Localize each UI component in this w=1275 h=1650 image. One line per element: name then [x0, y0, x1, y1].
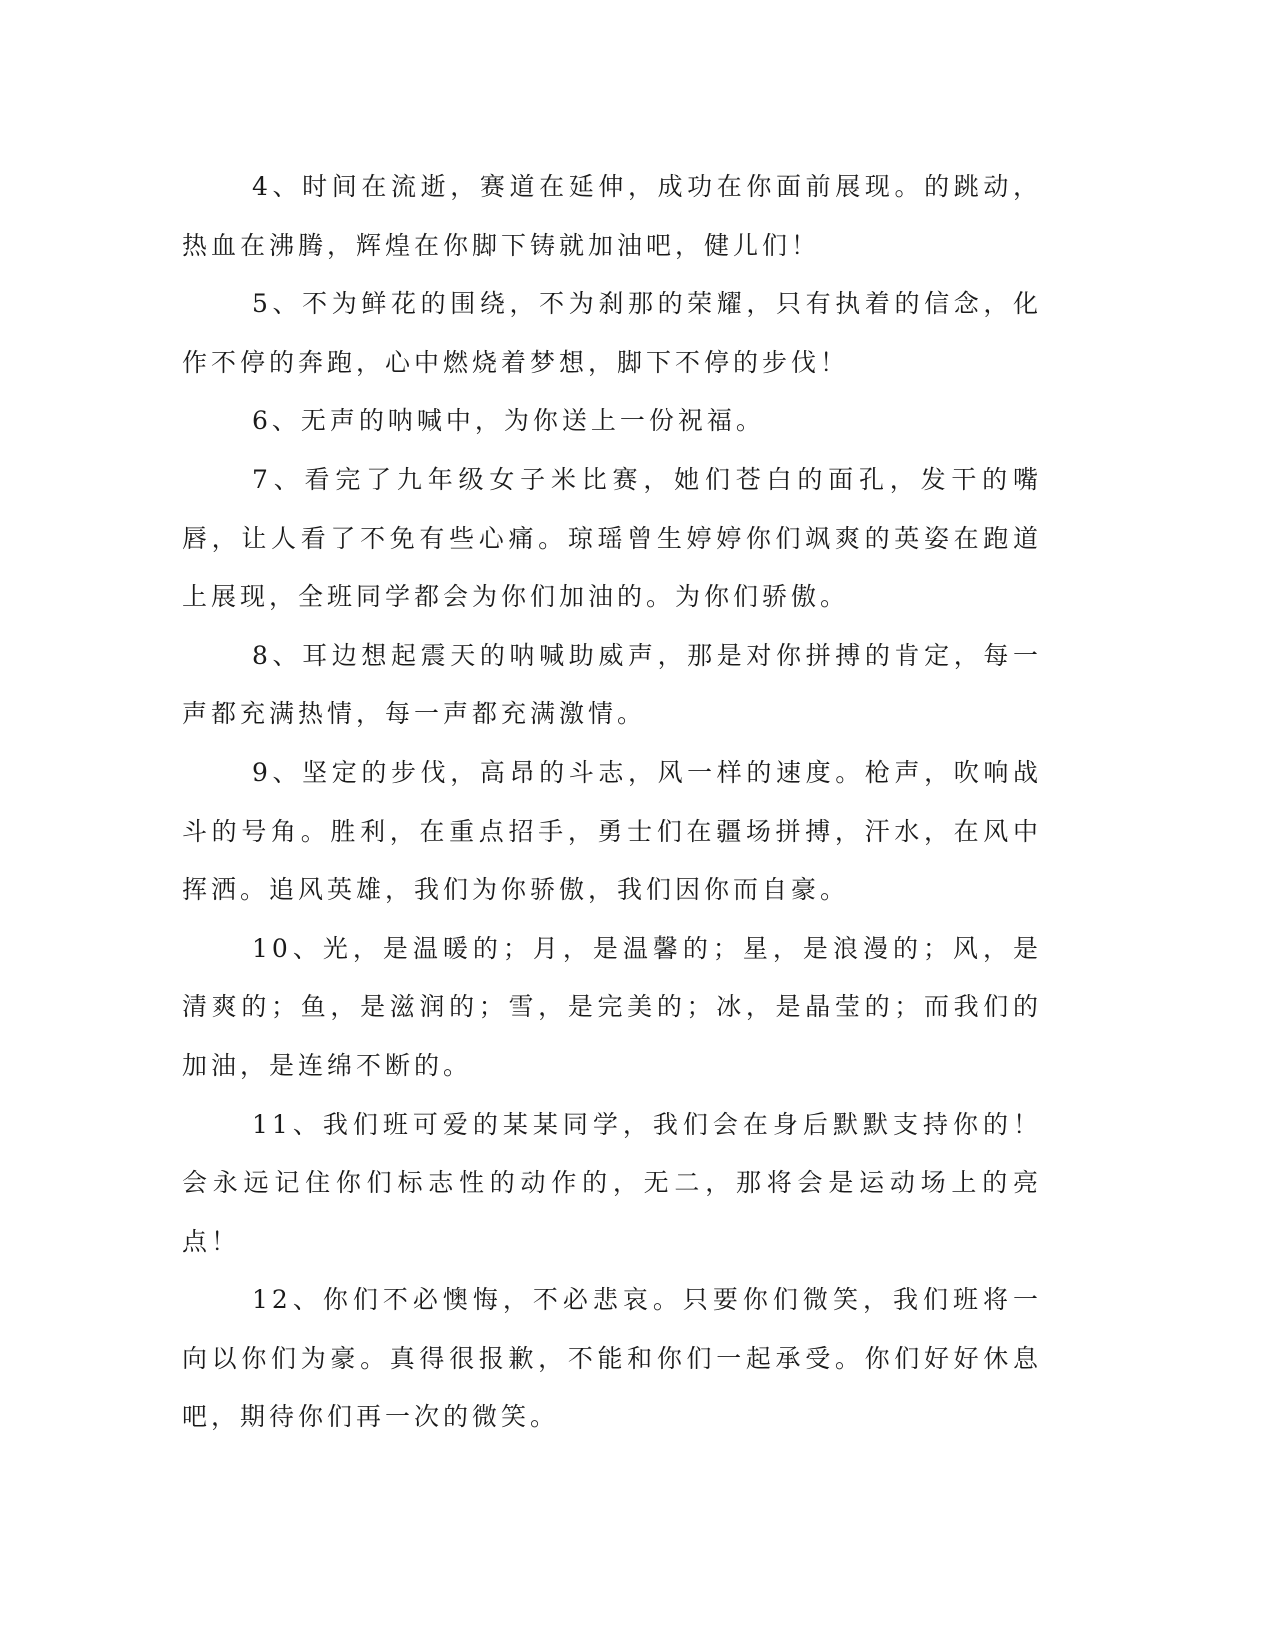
paragraph-5: 5、不为鲜花的围绕，不为刹那的荣耀，只有执着的信念，化作不停的奔跑，心中燃烧着梦想，脚下不停的步伐！ — [182, 289, 1042, 377]
paragraph-4: 4、时间在流逝，赛道在延伸，成功在你面前展现。的跳动，热血在沸腾，辉煌在你脚下铸就加油吧，健儿们！ — [182, 172, 1042, 260]
paragraph-12: 12、你们不必懊悔，不必悲哀。只要你们微笑，我们班将一向以你们为豪。真得很报歉，不能和你们一起承受。你们好好休息吧，期待你们再一次的微笑。 — [182, 1285, 1042, 1432]
document-body — [182, 158, 1042, 1447]
paragraph-6: 6、无声的呐喊中，为你送上一份祝福。 — [252, 406, 765, 436]
paragraph-10: 10、光，是温暖的；月，是温馨的；星，是浪漫的；风，是清爽的；鱼，是滋润的；雪，是完美的；冰，是晶莹的；而我们的加油，是连绵不断的。 — [182, 933, 1042, 1080]
paragraph-7: 7、看完了九年级女子米比赛，她们苍白的面孔，发干的嘴唇，让人看了不免有些心痛。琼瑶曾生婷婷你们飒爽的英姿在跑道上展现，全班同学都会为你们加油的。为你们骄傲。 — [182, 464, 1042, 612]
paragraph-11: 11、我们班可爱的某某同学，我们会在身后默默支持你的！会永远记住你们标志性的动作的，无二，那将会是运动场上的亮点！ — [182, 1109, 1042, 1256]
paragraph-8: 8、耳边想起震天的呐喊助威声，那是对你拼搏的肯定，每一声都充满热情，每一声都充满激情。 — [182, 640, 1042, 729]
paragraph-9: 9、坚定的步伐，高昂的斗志，风一样的速度。枪声，吹响战斗的号角。胜利，在重点招手，勇士们在疆场拼搏，汗水，在风中挥洒。追风英雄，我们为你骄傲，我们因你而自豪。 — [182, 757, 1042, 905]
